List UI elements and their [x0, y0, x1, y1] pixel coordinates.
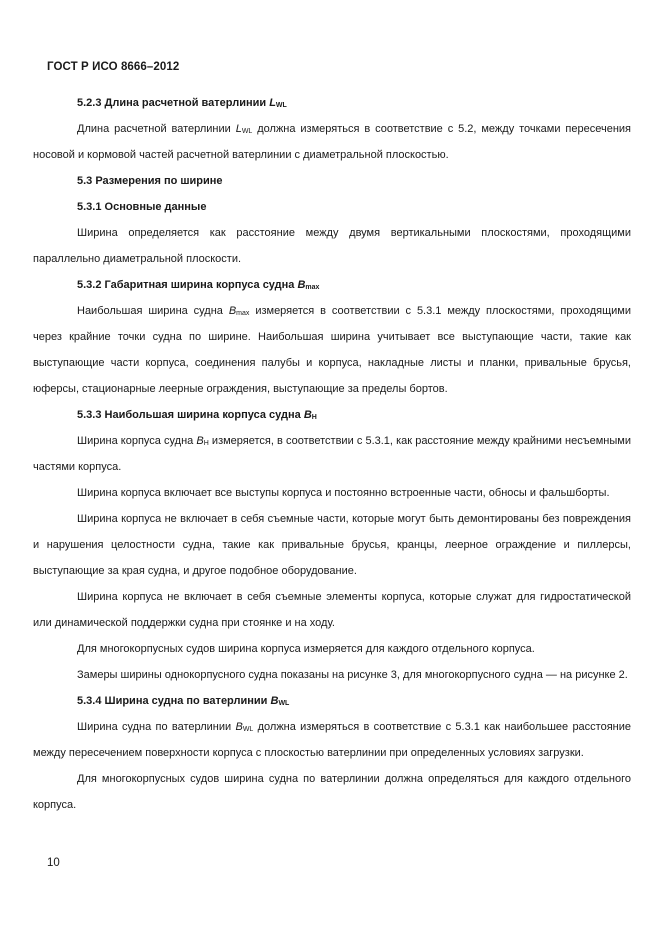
paragraph: Ширина корпуса судна $B_H$ измеряется, в соответствии с 5.3.1, как расстояние между крайними несъемными частями корпуса.	[33, 435, 631, 473]
paragraph: Ширина определяется как расстояние между двумя вертикальными плоскостями, проходящими параллельно диаметральной плоскости.	[33, 227, 631, 265]
section-heading-5-2-3: 5.2.3 Длина расчетной ватерлинии $L_{WL}$	[77, 97, 287, 109]
paragraph: Замеры ширины однокорпусного судна показаны на рисунке 3, для многокорпусного судна — на рисунке 2.	[77, 669, 628, 681]
paragraph: Для многокорпусных судов ширина судна по ватерлинии должна определяться для каждого отдельного корпуса.	[33, 773, 631, 811]
paragraph: Наибольшая ширина судна $B_{max}$ измеряется в соответствии с 5.3.1 между плоскостями, проходящими через крайние точки судна по ширине. Наибольшая ширина учитывает все выступающие части, такие как выступающие части корпуса, соединения палубы и корпуса, накладные листы и планки, привальные брусья, юферсы, стационарные леерные ограждения, выступающие за пределы бортов.	[33, 305, 631, 395]
paragraph: Ширина корпуса не включает в себя съемные части, которые могут быть демонтированы без повреждения и нарушения целостности судна, такие как привальные брусья, кранцы, леерное ограждение и пиллерсы, выступающие за края судна, и другое подобное оборудование.	[33, 513, 631, 577]
section-heading-5-3-2: 5.3.2 Габаритная ширина корпуса судна $B_{max}$	[77, 279, 320, 291]
section-heading-5-3-4: 5.3.4 Ширина судна по ватерлинии $B_{WL}$	[77, 695, 290, 707]
page-number: 10	[47, 857, 60, 869]
section-heading-5-3-3: 5.3.3 Наибольшая ширина корпуса судна $B_H$	[77, 409, 317, 421]
document-body	[33, 90, 631, 818]
paragraph: Ширина корпуса включает все выступы корпуса и постоянно встроенные части, обносы и фальшборты.	[77, 487, 610, 499]
section-heading-5-3: 5.3 Размерения по ширине	[77, 175, 223, 187]
paragraph: Ширина судна по ватерлинии $B_{WL}$ должна измеряться в соответствие с 5.3.1 как наибольшее расстояние между пересечением поверхности корпуса с плоскостью ватерлинии при определенных условиях загрузки.	[33, 721, 631, 759]
paragraph: Ширина корпуса не включает в себя съемные элементы корпуса, которые служат для гидростатической или динамической поддержки судна при стоянке и на ходу.	[33, 591, 631, 629]
document-header: ГОСТ Р ИСО 8666–2012	[47, 61, 180, 73]
section-heading-5-3-1: 5.3.1 Основные данные	[77, 201, 207, 213]
paragraph: Для многокорпусных судов ширина корпуса измеряется для каждого отдельного корпуса.	[77, 643, 535, 655]
paragraph: Длина расчетной ватерлинии $L_{WL}$ должна измеряться в соответствие с 5.2, между точками пересечения носовой и кормовой частей расчетной ватерлинии с диаметральной плоскостью.	[33, 123, 632, 161]
